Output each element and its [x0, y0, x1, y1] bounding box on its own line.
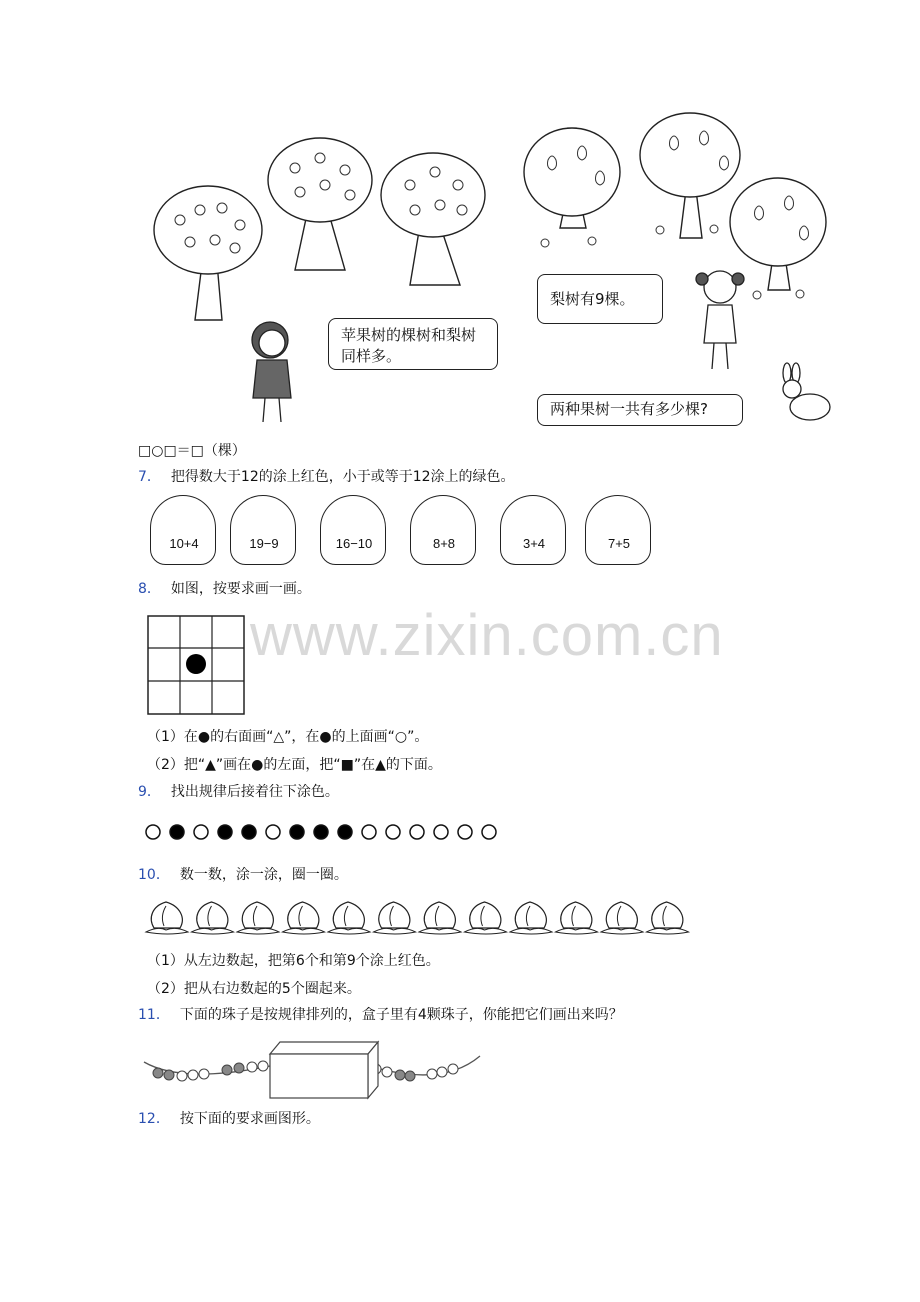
- question-8: [138, 579, 311, 599]
- penguin-expression: 7+5: [607, 536, 631, 551]
- question-12-number: 12．: [138, 1111, 170, 1127]
- drawing-grid[interactable]: [147, 615, 245, 715]
- bead-empty[interactable]: [482, 825, 496, 839]
- black-dot: [186, 654, 206, 674]
- bead-empty[interactable]: [146, 825, 160, 839]
- bead-filled[interactable]: [314, 825, 328, 839]
- peach-item[interactable]: [237, 902, 279, 934]
- penguin-expression: 19−9: [249, 536, 279, 551]
- pear-speech-bubble: [537, 274, 663, 324]
- question-bubble-text: 两种果树一共有多少棵?: [550, 400, 708, 418]
- penguin-expression: 16−10: [335, 536, 373, 551]
- question-8-number: 8．: [138, 581, 161, 597]
- peach-item[interactable]: [601, 902, 643, 934]
- peach-item[interactable]: [419, 902, 461, 934]
- penguin-row: [150, 495, 670, 565]
- rabbit-character: [772, 365, 832, 425]
- bead-empty[interactable]: [194, 825, 208, 839]
- question-11-text: 下面的珠子是按规律排列的，盒子里有4颗珠子，你能把它们画出来吗？: [179, 1007, 623, 1023]
- question-10-sub-2: （2）把从右边数起的5个圈起来。: [147, 981, 361, 997]
- penguin-item[interactable]: [500, 495, 566, 565]
- bead-pattern-row: [145, 822, 505, 842]
- question-12: [138, 1109, 320, 1129]
- question-speech-bubble: [537, 394, 743, 426]
- peach-item[interactable]: [192, 902, 234, 934]
- question-11: [138, 1005, 623, 1025]
- peach-item[interactable]: [328, 902, 370, 934]
- bead-empty[interactable]: [266, 825, 280, 839]
- penguin-item[interactable]: [410, 495, 476, 565]
- penguin-item[interactable]: [585, 495, 651, 565]
- peach-item[interactable]: [556, 902, 598, 934]
- bead-empty[interactable]: [434, 825, 448, 839]
- penguin-item[interactable]: [320, 495, 386, 565]
- peach-item[interactable]: [510, 902, 552, 934]
- question-8-sub-1: （1）在●的右面画“△”，在●的上面画“○”。: [147, 729, 429, 745]
- question-9-text: 找出规律后接着往下涂色。: [170, 784, 339, 800]
- bead-filled[interactable]: [242, 825, 256, 839]
- bead-filled[interactable]: [290, 825, 304, 839]
- question-9: [138, 782, 339, 802]
- bead-filled[interactable]: [170, 825, 184, 839]
- question-10: [138, 865, 348, 885]
- bead-empty[interactable]: [386, 825, 400, 839]
- penguin-item[interactable]: [150, 495, 216, 565]
- bead-empty[interactable]: [410, 825, 424, 839]
- peach-row: [140, 898, 690, 938]
- apple-bubble-text: 苹果树的棵树和梨树同样多。: [341, 326, 477, 365]
- bead-empty[interactable]: [362, 825, 376, 839]
- question-12-text: 按下面的要求画图形。: [179, 1111, 320, 1127]
- apple-speech-bubble: [328, 318, 498, 370]
- question-9-number: 9．: [138, 784, 161, 800]
- question-10-number: 10．: [138, 867, 170, 883]
- peach-item[interactable]: [465, 902, 507, 934]
- question-7-text: 把得数大于12的涂上红色，小于或等于12涂上的绿色。: [170, 469, 515, 485]
- question-8-sub-2: （2）把“▲”画在●的左面，把“■”在▲的下面。: [147, 757, 442, 773]
- question-7: [138, 467, 515, 487]
- peach-item[interactable]: [374, 902, 416, 934]
- pear-bubble-text: 梨树有9棵。: [550, 290, 635, 308]
- girl-character-left: [235, 318, 315, 428]
- watermark: www.zixin.com.cn: [250, 603, 724, 668]
- question-10-text: 数一数，涂一涂，圈一圈。: [179, 867, 348, 883]
- penguin-item[interactable]: [230, 495, 296, 565]
- question-7-number: 7．: [138, 469, 161, 485]
- bead-string-with-box: [142, 1036, 487, 1106]
- question-8-text: 如图，按要求画一画。: [170, 581, 311, 597]
- penguin-expression: 3+4: [522, 536, 546, 551]
- bead-filled[interactable]: [218, 825, 232, 839]
- question-10-sub-1: （1）从左边数起，把第6个和第9个涂上红色。: [147, 953, 440, 969]
- question-11-number: 11．: [138, 1007, 170, 1023]
- peach-item[interactable]: [647, 902, 689, 934]
- penguin-expression: 8+8: [432, 536, 456, 551]
- peach-item[interactable]: [146, 902, 188, 934]
- girl-character-right: [688, 265, 758, 375]
- penguin-expression: 10+4: [169, 536, 199, 551]
- scene-equation: □○□＝□（棵）: [138, 443, 246, 459]
- bead-filled[interactable]: [338, 825, 352, 839]
- bead-empty[interactable]: [458, 825, 472, 839]
- peach-item[interactable]: [283, 902, 325, 934]
